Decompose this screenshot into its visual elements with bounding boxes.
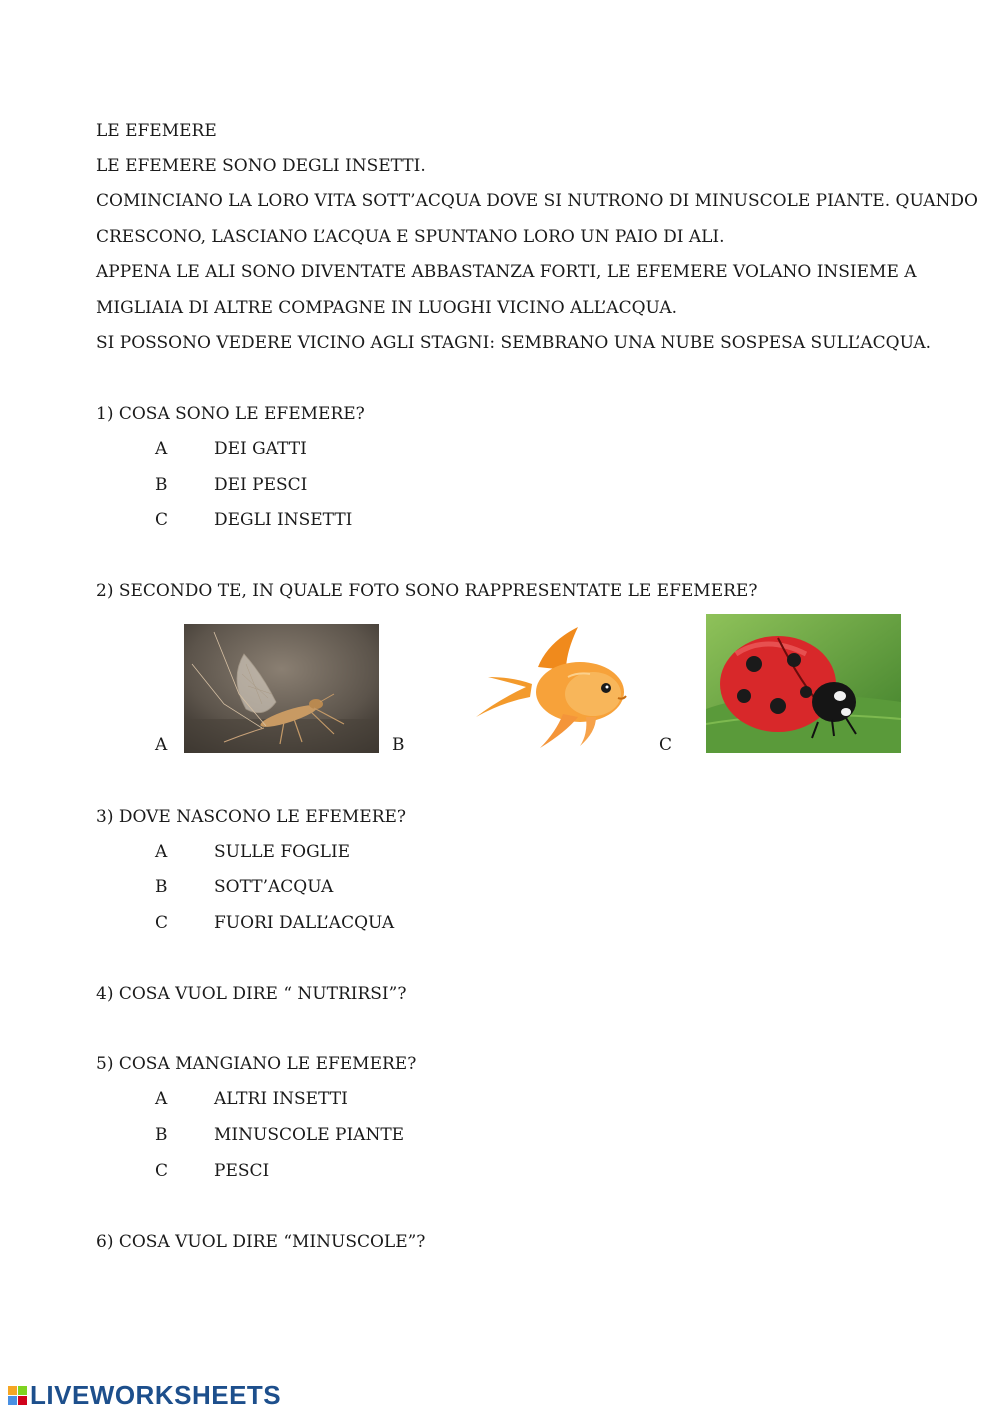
option-letter: C xyxy=(155,913,169,933)
passage-line: LE EFEMERE SONO DEGLI INSETTI. xyxy=(96,156,426,176)
option-text[interactable]: SOTT’ACQUA xyxy=(214,877,334,897)
question-5: 5) COSA MANGIANO LE EFEMERE? xyxy=(96,1054,417,1074)
option-text[interactable]: PESCI xyxy=(214,1161,270,1181)
option-letter: A xyxy=(155,439,168,459)
question-2: 2) SECONDO TE, IN QUALE FOTO SONO RAPPRESENTATE LE EFEMERE? xyxy=(96,581,758,601)
image-letter: B xyxy=(392,735,405,755)
option-text[interactable]: DEGLI INSETTI xyxy=(214,510,353,530)
question-1: 1) COSA SONO LE EFEMERE? xyxy=(96,404,365,424)
passage-line: COMINCIANO LA LORO VITA SOTT’ACQUA DOVE SI NUTRONO DI MINUSCOLE PIANTE. QUANDO xyxy=(96,191,978,211)
logo-text: LIVEWORKSHEETS xyxy=(30,1380,282,1410)
option-letter: B xyxy=(155,1125,168,1145)
passage-line: CRESCONO, LASCIANO L’ACQUA E SPUNTANO LORO UN PAIO DI ALI. xyxy=(96,227,725,247)
ladybug-photo[interactable] xyxy=(706,614,901,753)
goldfish-photo[interactable] xyxy=(468,622,630,752)
option-text[interactable]: SULLE FOGLIE xyxy=(214,842,351,862)
image-letter: A xyxy=(155,735,168,755)
option-letter: C xyxy=(155,510,169,530)
logo-block xyxy=(8,1396,17,1405)
option-text[interactable]: DEI GATTI xyxy=(214,439,307,459)
mayfly-photo-svg xyxy=(184,624,379,753)
option-letter: A xyxy=(155,842,168,862)
logo-block xyxy=(18,1396,27,1405)
option-letter: A xyxy=(155,1089,168,1109)
option-text[interactable]: ALTRI INSETTI xyxy=(214,1089,348,1109)
logo-block xyxy=(18,1386,27,1395)
question-4: 4) COSA VUOL DIRE “ NUTRIRSI”? xyxy=(96,984,407,1004)
option-text[interactable]: MINUSCOLE PIANTE xyxy=(214,1125,405,1145)
option-letter: B xyxy=(155,877,168,897)
option-letter: B xyxy=(155,475,168,495)
option-text[interactable]: FUORI DALL’ACQUA xyxy=(214,913,395,933)
option-text[interactable]: DEI PESCI xyxy=(214,475,308,495)
option-letter: C xyxy=(155,1161,169,1181)
logo-block xyxy=(8,1386,17,1395)
goldfish-photo-svg xyxy=(468,622,630,752)
question-3: 3) DOVE NASCONO LE EFEMERE? xyxy=(96,807,407,827)
liveworksheets-logo xyxy=(8,1381,281,1409)
passage-line: SI POSSONO VEDERE VICINO AGLI STAGNI: SEMBRANO UNA NUBE SOSPESA SULL’ACQUA. xyxy=(96,333,932,353)
ladybug-photo-svg xyxy=(706,614,901,753)
mayfly-photo[interactable] xyxy=(184,624,379,753)
worksheet-title: LE EFEMERE xyxy=(96,121,217,141)
image-letter: C xyxy=(659,735,673,755)
logo-blocks-icon xyxy=(8,1386,27,1405)
passage-line: MIGLIAIA DI ALTRE COMPAGNE IN LUOGHI VICINO ALL’ACQUA. xyxy=(96,298,677,318)
passage-line: APPENA LE ALI SONO DIVENTATE ABBASTANZA FORTI, LE EFEMERE VOLANO INSIEME A xyxy=(96,262,917,282)
question-6: 6) COSA VUOL DIRE “MINUSCOLE”? xyxy=(96,1232,426,1252)
